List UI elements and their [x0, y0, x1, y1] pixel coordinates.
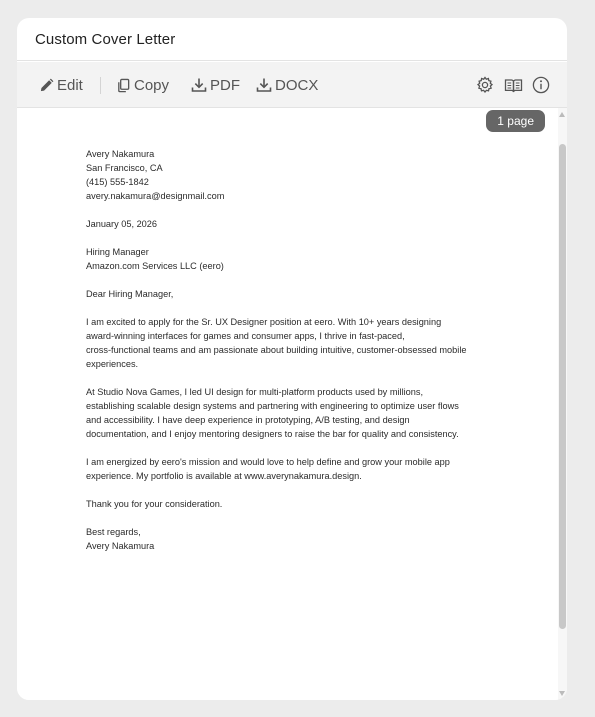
recipient-company: Amazon.com Services LLC (eero)	[86, 261, 224, 271]
pdf-label: PDF	[210, 76, 240, 94]
body-paragraph-3	[86, 455, 506, 483]
sender-block	[86, 147, 506, 203]
paragraph-line: I am excited to apply for the Sr. UX Designer position at eero. With 10+ years designing	[86, 317, 442, 327]
pdf-download-button[interactable]	[191, 62, 240, 108]
cover-letter-card	[17, 18, 567, 700]
sender-name: Avery Nakamura	[86, 149, 155, 159]
scroll-down-arrow[interactable]	[559, 691, 565, 696]
cover-letter-body	[86, 147, 506, 567]
sender-phone: (415) 555-1842	[86, 177, 149, 187]
document-preview[interactable]	[17, 108, 558, 700]
scrollbar[interactable]	[558, 108, 567, 700]
download-icon	[191, 77, 207, 93]
download-icon	[256, 77, 272, 93]
card-title: Custom Cover Letter	[35, 30, 176, 48]
page-count-badge: 1 page	[486, 110, 545, 132]
body-paragraph-1	[86, 315, 506, 371]
copy-icon	[116, 78, 131, 93]
body-paragraph-4	[86, 497, 506, 511]
edit-button[interactable]	[39, 62, 83, 108]
paragraph-line: establishing scalable design systems and partnering with engineering to optimize user flows	[86, 401, 459, 411]
sender-email: avery.nakamura@designmail.com	[86, 191, 225, 201]
signature: Avery Nakamura	[86, 541, 155, 551]
docx-label: DOCX	[275, 76, 319, 94]
card-header	[17, 18, 567, 61]
paragraph-line: experiences.	[86, 359, 139, 369]
paragraph-line: At Studio Nova Games, I led UI design for multi-platform products used by millions,	[86, 387, 424, 397]
body-paragraph-2	[86, 385, 506, 441]
edit-label: Edit	[57, 76, 83, 94]
closing: Best regards,	[86, 527, 141, 537]
paragraph-line: documentation, and I enjoy mentoring designers to raise the bar for quality and consistency.	[86, 429, 459, 439]
paragraph-line: award-winning interfaces for games and consumer apps, I thrive in fast-paced,	[86, 331, 405, 341]
book-icon[interactable]	[503, 75, 523, 95]
copy-label: Copy	[134, 76, 170, 94]
copy-button[interactable]	[116, 62, 169, 108]
info-icon[interactable]	[531, 75, 551, 95]
toolbar-divider	[100, 77, 101, 94]
sender-city: San Francisco, CA	[86, 163, 163, 173]
paragraph-line: I am energized by eero's mission and would love to help define and grow your mobile app	[86, 457, 450, 467]
docx-download-button[interactable]	[256, 62, 318, 108]
paragraph-line: experience. My portfolio is available at www.averynakamura.design.	[86, 471, 362, 481]
closing-block	[86, 525, 506, 553]
pencil-icon	[39, 78, 54, 93]
recipient-title: Hiring Manager	[86, 247, 149, 257]
scroll-up-arrow[interactable]	[559, 112, 565, 117]
paragraph-line: and accessibility. I have deep experience in prototyping, A/B testing, and design	[86, 415, 410, 425]
recipient-block	[86, 245, 506, 273]
paragraph-line: Thank you for your consideration.	[86, 499, 223, 509]
toolbar	[17, 62, 567, 108]
gear-icon[interactable]	[475, 75, 495, 95]
letter-date: January 05, 2026	[86, 219, 158, 229]
scrollbar-thumb[interactable]	[559, 144, 566, 629]
paragraph-line: cross-functional teams and am passionate about building intuitive, customer-obsessed mobile	[86, 345, 467, 355]
greeting: Dear Hiring Manager,	[86, 289, 174, 299]
